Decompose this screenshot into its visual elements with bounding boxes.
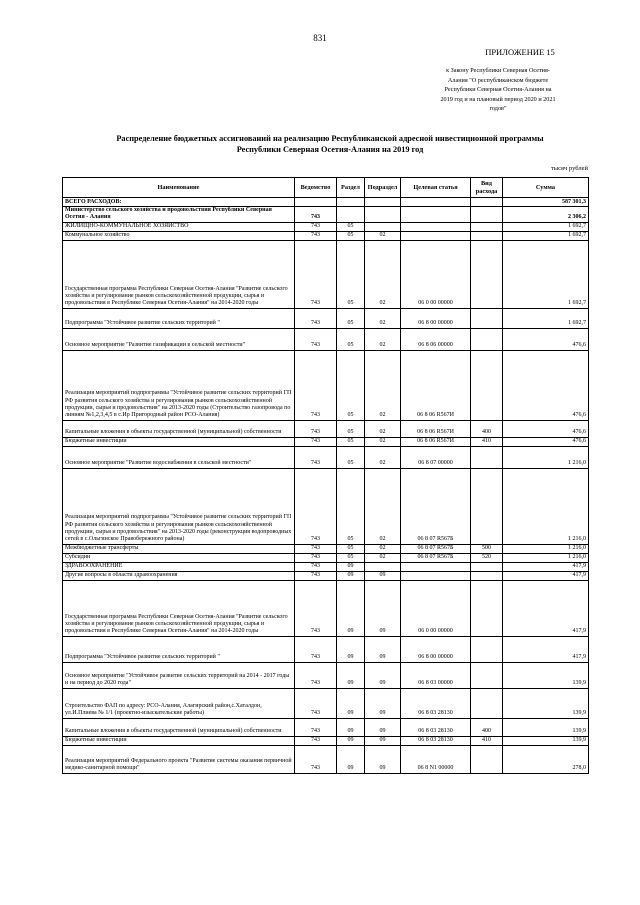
cell-kind: [471, 328, 503, 350]
table-row: [63, 736, 589, 745]
cell-sub: 02: [365, 420, 401, 437]
page-number: 831: [313, 33, 327, 43]
cell-name: Коммунальное хозяйство: [63, 231, 295, 240]
cell-kind: 410: [471, 437, 503, 446]
cell-sec: [337, 207, 365, 223]
cell-name: ЖИЛИЩНО-КОММУНАЛЬНОЕ ХОЗЯЙСТВО: [63, 222, 295, 231]
cell-dept: 743: [295, 662, 337, 688]
cell-name: Реализация мероприятий подпрограммы "Устойчивое развитие сельских территорий ГП РФ развития сельского хозяйства и регулирования рынков сельскохозяйственной продукции, сырья и продовольствия" на 2013-2020 годы (реконструкция водопроводных сетей в с.Ольгинское Правобережного района): [63, 468, 295, 544]
units-label: тысяч рублей: [550, 165, 588, 172]
cell-kind: [471, 662, 503, 688]
cell-kind: 520: [471, 553, 503, 562]
cell-sum: 1 216,0: [503, 446, 589, 468]
table-row: [63, 198, 589, 207]
cell-name: Реализация мероприятий подпрограммы "Устойчивое развитие сельских территорий ГП РФ развития сельского хозяйства и регулирования рынков сельскохозяйственной продукции, сырья и продовольствия" на 2013-2020 годы (Строительство газопровода по линиям №1,2,3,4,5 в с.Ир Пригородный район РСО-Алания): [63, 350, 295, 420]
cell-target: [401, 222, 471, 231]
cell-name: Подпрограмма "Устойчивое развитие сельских территорий ": [63, 636, 295, 662]
column-header: Сумма: [503, 178, 589, 198]
table-row: [63, 240, 589, 308]
cell-sub: 09: [365, 571, 401, 580]
cell-dept: 743: [295, 745, 337, 773]
cell-sub: 09: [365, 745, 401, 773]
cell-kind: [471, 222, 503, 231]
cell-sec: 09: [337, 718, 365, 736]
cell-sub: 02: [365, 544, 401, 553]
cell-sec: 09: [337, 662, 365, 688]
cell-kind: [471, 580, 503, 636]
cell-sub: [365, 222, 401, 231]
table-row: [63, 222, 589, 231]
cell-name: Государственная программа Республики Северная Осетия-Алания "Развитие сельского хозяйства и регулирование рынков сельскохозяйственной продукции, сырья и продовольствия в Республике Северная Осетия-Алания" на 2014-2020 годы: [63, 580, 295, 636]
column-header: Ведомство: [295, 178, 337, 198]
table-row: [63, 688, 589, 718]
column-header: Целевая статья: [401, 178, 471, 198]
table-row: [63, 636, 589, 662]
column-header: Вид расхода: [471, 178, 503, 198]
cell-sum: 476,6: [503, 437, 589, 446]
cell-target: 06 8 00 00000: [401, 636, 471, 662]
law-reference: [398, 66, 598, 114]
cell-kind: [471, 240, 503, 308]
table-row: [63, 745, 589, 773]
cell-dept: 743: [295, 553, 337, 562]
cell-name: Основное мероприятие "Развитие водоснабжения в сельской местности": [63, 446, 295, 468]
cell-name: Капитальные вложения в объекты государственной (муниципальной) собственности: [63, 420, 295, 437]
cell-kind: [471, 308, 503, 328]
cell-name: Бюджетные инвестиции: [63, 437, 295, 446]
table-row: [63, 468, 589, 544]
table-row: [63, 718, 589, 736]
cell-target: [401, 198, 471, 207]
cell-sub: [365, 207, 401, 223]
cell-sum: 2 306,2: [503, 207, 589, 223]
cell-sum: 139,9: [503, 688, 589, 718]
cell-kind: [471, 198, 503, 207]
cell-dept: 743: [295, 240, 337, 308]
cell-dept: 743: [295, 580, 337, 636]
cell-sub: 09: [365, 736, 401, 745]
cell-target: 06 0 00 00000: [401, 240, 471, 308]
cell-target: 06 8 06 00000: [401, 328, 471, 350]
cell-sec: [337, 198, 365, 207]
appendix-label: ПРИЛОЖЕНИЕ 15: [485, 47, 555, 57]
cell-name: Бюджетные инвестиции: [63, 736, 295, 745]
cell-kind: [471, 745, 503, 773]
cell-kind: [471, 350, 503, 420]
cell-sum: 1 692,7: [503, 240, 589, 308]
cell-sec: 05: [337, 328, 365, 350]
title-line: Республики Северная Осетия-Алания на 2019 год: [236, 145, 424, 154]
cell-sub: 09: [365, 580, 401, 636]
cell-dept: 743: [295, 636, 337, 662]
cell-kind: [471, 562, 503, 571]
cell-sec: 05: [337, 222, 365, 231]
cell-target: 06 0 00 00000: [401, 580, 471, 636]
cell-kind: 410: [471, 736, 503, 745]
cell-target: 06 8 03 00000: [401, 662, 471, 688]
cell-sub: 02: [365, 350, 401, 420]
table-row: [63, 562, 589, 571]
cell-dept: 743: [295, 571, 337, 580]
cell-dept: 743: [295, 688, 337, 718]
cell-name: Государственная программа Республики Северная Осетия-Алания "Развитие сельского хозяйства и регулирование рынков сельскохозяйственной продукции, сырья и продовольствия в Республике Северная Осетия-Алания" на 2014-2020 годы: [63, 240, 295, 308]
cell-sum: 278,0: [503, 745, 589, 773]
cell-dept: 743: [295, 222, 337, 231]
cell-sum: 1 692,7: [503, 222, 589, 231]
cell-dept: 743: [295, 718, 337, 736]
cell-sec: 05: [337, 446, 365, 468]
table-header-row: [63, 178, 589, 198]
table-row: [63, 420, 589, 437]
title-line: Распределение бюджетных ассигнований на реализацию Республиканской адресной инвестиционной программы: [116, 134, 544, 143]
cell-target: [401, 231, 471, 240]
cell-name: Основное мероприятие "Развитие газификации в сельской местности": [63, 328, 295, 350]
cell-target: 06 8 06 R567И: [401, 420, 471, 437]
document-title: [70, 133, 590, 155]
cell-sec: 09: [337, 688, 365, 718]
table-row: [63, 207, 589, 223]
cell-target: 06 8 03 28130: [401, 718, 471, 736]
cell-sec: 09: [337, 636, 365, 662]
table-row: [63, 350, 589, 420]
cell-name: Капитальные вложения в объекты государственной (муниципальной) собственности: [63, 718, 295, 736]
cell-target: 06 8 N1 00000: [401, 745, 471, 773]
budget-table: [62, 177, 589, 774]
cell-target: 06 8 00 00000: [401, 308, 471, 328]
cell-target: 06 8 03 28130: [401, 688, 471, 718]
cell-sec: 05: [337, 553, 365, 562]
column-header: Подраздел: [365, 178, 401, 198]
cell-sum: 417,9: [503, 562, 589, 571]
cell-sec: 05: [337, 437, 365, 446]
cell-name: Субсидии: [63, 553, 295, 562]
cell-sub: 02: [365, 446, 401, 468]
column-header: Раздел: [337, 178, 365, 198]
cell-name: Другие вопросы в области здравоохранения: [63, 571, 295, 580]
table-row: [63, 231, 589, 240]
cell-sub: [365, 562, 401, 571]
cell-sec: 05: [337, 240, 365, 308]
table-body: [63, 198, 589, 774]
cell-sub: 02: [365, 231, 401, 240]
cell-dept: 743: [295, 308, 337, 328]
cell-kind: [471, 468, 503, 544]
cell-name: Министерство сельского хозяйства и продовольствия Республики Северная Осетия - Алания: [63, 207, 295, 223]
cell-dept: 743: [295, 468, 337, 544]
cell-name: Межбюджетные трансферты: [63, 544, 295, 553]
cell-sum: 1 216,0: [503, 553, 589, 562]
cell-sub: 02: [365, 240, 401, 308]
cell-sec: 05: [337, 308, 365, 328]
cell-name: Подпрограмма "Устойчивое развитие сельских территорий ": [63, 308, 295, 328]
cell-sum: 139,9: [503, 718, 589, 736]
cell-sub: 09: [365, 688, 401, 718]
cell-dept: [295, 198, 337, 207]
cell-sum: 476,6: [503, 350, 589, 420]
table-row: [63, 308, 589, 328]
law-line: Алания "О республиканском бюджете: [447, 76, 549, 84]
cell-kind: [471, 636, 503, 662]
cell-dept: 743: [295, 544, 337, 553]
cell-sub: 09: [365, 662, 401, 688]
cell-sec: 05: [337, 420, 365, 437]
cell-sec: 05: [337, 350, 365, 420]
cell-sum: 476,6: [503, 420, 589, 437]
cell-sum: 417,9: [503, 636, 589, 662]
cell-dept: 743: [295, 328, 337, 350]
cell-sec: 09: [337, 745, 365, 773]
cell-sum: 417,9: [503, 571, 589, 580]
cell-dept: 743: [295, 562, 337, 571]
cell-target: [401, 562, 471, 571]
cell-sum: 587 301,3: [503, 198, 589, 207]
cell-kind: 400: [471, 718, 503, 736]
cell-dept: 743: [295, 207, 337, 223]
column-header: Наименование: [63, 178, 295, 198]
cell-kind: [471, 207, 503, 223]
cell-dept: 743: [295, 736, 337, 745]
cell-name: Реализация мероприятий Федерального проекта "Развитие системы оказания первичной медико-санитарной помощи": [63, 745, 295, 773]
table-row: [63, 553, 589, 562]
cell-target: 06 8 06 R567И: [401, 350, 471, 420]
table-row: [63, 446, 589, 468]
cell-sum: 1 216,0: [503, 468, 589, 544]
cell-sec: 05: [337, 544, 365, 553]
cell-sub: [365, 198, 401, 207]
cell-sec: 09: [337, 571, 365, 580]
table-row: [63, 662, 589, 688]
cell-sec: 09: [337, 562, 365, 571]
table-row: [63, 544, 589, 553]
table-row: [63, 580, 589, 636]
cell-sec: 05: [337, 231, 365, 240]
law-line: Республики Северная Осетия-Алания на: [444, 86, 552, 93]
cell-sub: 09: [365, 636, 401, 662]
cell-sub: 09: [365, 718, 401, 736]
cell-dept: 743: [295, 231, 337, 240]
cell-sub: 02: [365, 328, 401, 350]
law-line: 2019 год и на плановый период 2020 и 2021: [440, 95, 556, 103]
cell-target: 06 8 07 R567Б: [401, 468, 471, 544]
cell-dept: 743: [295, 420, 337, 437]
cell-sub: 02: [365, 308, 401, 328]
cell-kind: 500: [471, 544, 503, 553]
cell-target: 06 8 07 R567Б: [401, 553, 471, 562]
table-row: [63, 437, 589, 446]
cell-sum: 1 692,7: [503, 308, 589, 328]
cell-sum: 1 692,7: [503, 231, 589, 240]
table-row: [63, 571, 589, 580]
cell-target: [401, 207, 471, 223]
cell-sec: 09: [337, 736, 365, 745]
cell-target: 06 8 06 R567И: [401, 437, 471, 446]
cell-sum: 139,9: [503, 736, 589, 745]
cell-sec: 09: [337, 580, 365, 636]
cell-target: [401, 571, 471, 580]
law-line: годов": [489, 105, 507, 112]
cell-name: ЗДРАВООХРАНЕНИЕ: [63, 562, 295, 571]
cell-sub: 02: [365, 468, 401, 544]
cell-sum: 139,9: [503, 662, 589, 688]
cell-target: 06 8 03 28130: [401, 736, 471, 745]
cell-dept: 743: [295, 350, 337, 420]
cell-sum: 1 216,0: [503, 544, 589, 553]
cell-name: Основное мероприятие "Устойчивое развитие сельских территорий на 2014 - 2017 годы и на период до 2020 года": [63, 662, 295, 688]
cell-sec: 05: [337, 468, 365, 544]
cell-sub: 02: [365, 553, 401, 562]
cell-name: ВСЕГО РАСХОДОВ:: [63, 198, 295, 207]
cell-kind: [471, 688, 503, 718]
cell-dept: 743: [295, 446, 337, 468]
cell-kind: [471, 571, 503, 580]
cell-name: Строительство ФАП по адресу: РСО-Алания, Алагирский район,с.Хаталдон, ул.И.Плиева № 1/1 (проектно-изыскательские работы): [63, 688, 295, 718]
cell-target: 06 8 07 R567Б: [401, 544, 471, 553]
table-row: [63, 328, 589, 350]
cell-sum: 476,6: [503, 328, 589, 350]
cell-kind: 400: [471, 420, 503, 437]
cell-dept: 743: [295, 437, 337, 446]
cell-kind: [471, 446, 503, 468]
cell-target: 06 8 07 00000: [401, 446, 471, 468]
cell-sum: 417,9: [503, 580, 589, 636]
cell-sub: 02: [365, 437, 401, 446]
law-line: к Закону Республики Северная Осетия-: [446, 67, 550, 74]
cell-kind: [471, 231, 503, 240]
